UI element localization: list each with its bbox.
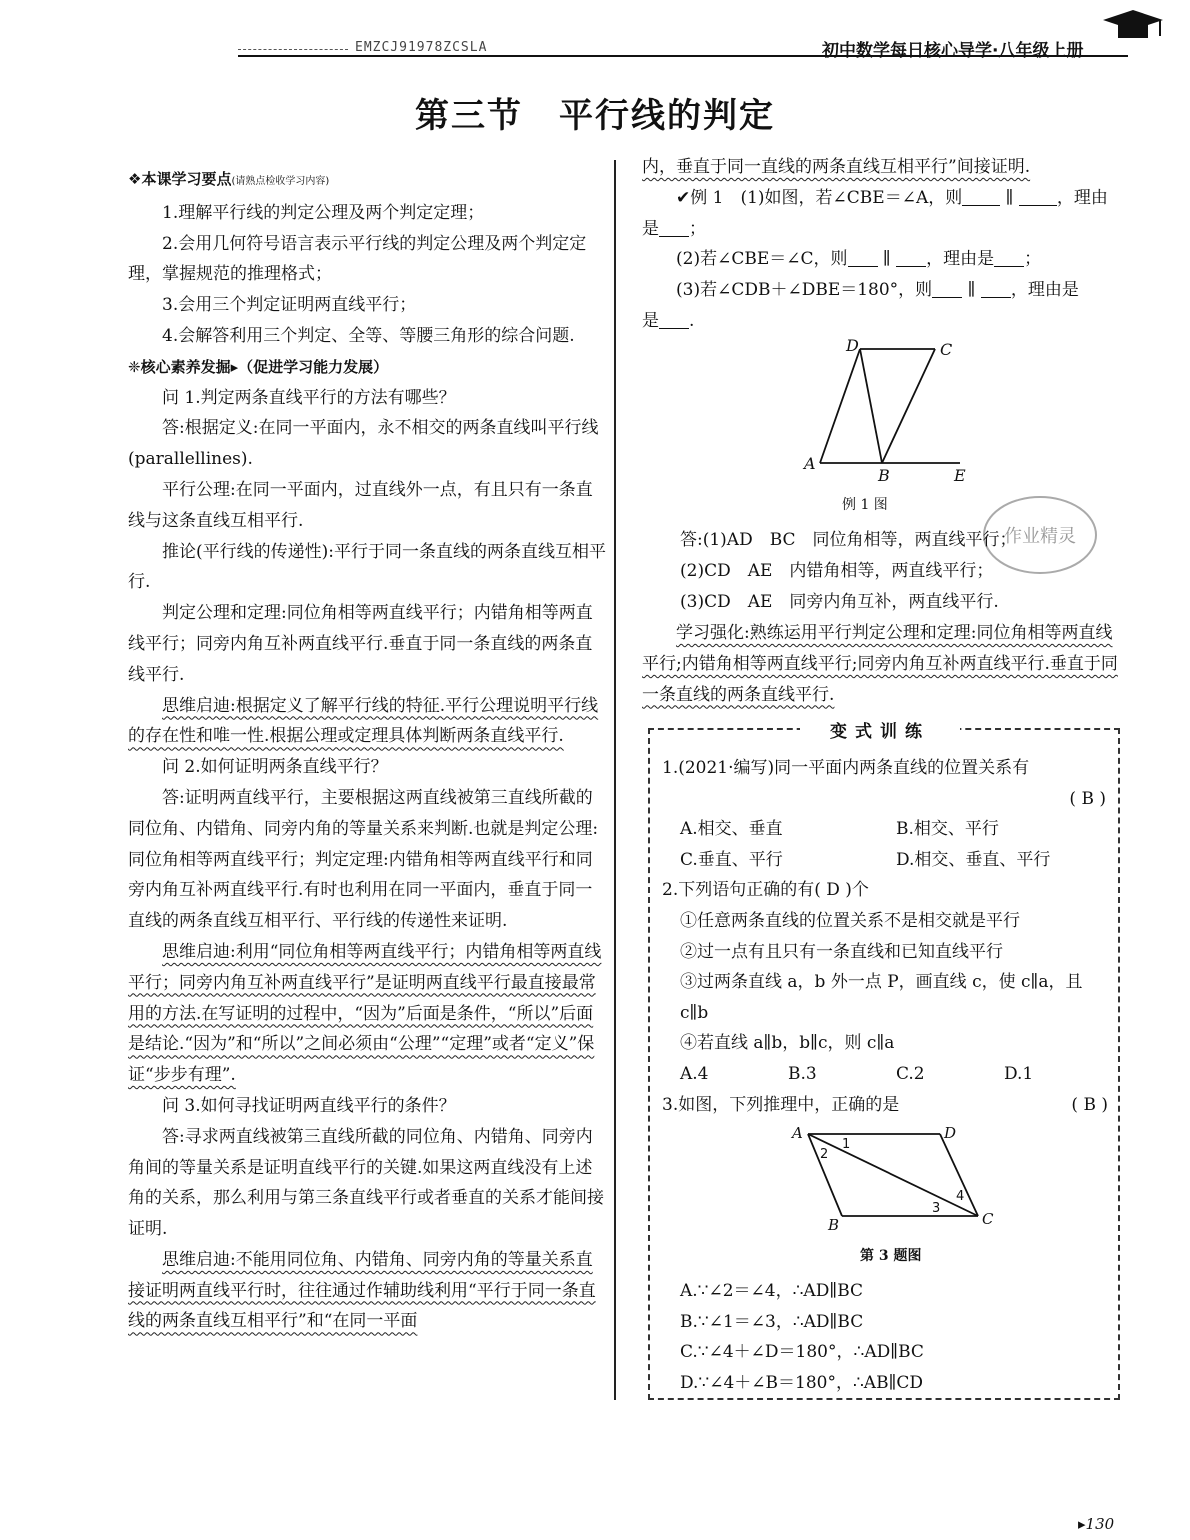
label-E: E: [954, 466, 966, 485]
practice-q1-option-d: D.相交、垂直、平行: [896, 849, 1051, 870]
q3-label-C: C: [982, 1210, 994, 1228]
practice-title: 变式训练: [800, 717, 960, 745]
svg-text:作业精灵: 作业精灵: [1004, 526, 1076, 547]
page-number: ▸130: [1078, 1515, 1115, 1533]
practice-q1-options-row-2: [662, 845, 1112, 876]
core-heading: ❈核心素养发掘▸（促进学习能力发展）: [128, 357, 389, 376]
objective-1: 1.理解平行线的判定公理及两个判定定理；: [162, 202, 485, 223]
practice-q2-option-d: D.1: [1004, 1063, 1034, 1084]
objective-4: 4.会解答利用三个判定、全等、等腰三角形的综合问题.: [162, 325, 575, 346]
answer-3: 答:寻求两直线被第三直线所截的同位角、内错角、同旁内角间的等量关系是证明直线平行的关键.如果这两直线没有上述角的关系，那么利用与第三条直线平行或者垂直的关系才能间接证明.: [128, 1126, 604, 1240]
q3-angle-1: 1: [842, 1137, 851, 1152]
practice-q2-item-3: ③过两条直线 a，b 外一点 P，画直线 c，使 c∥a，且 c∥b: [680, 972, 1083, 1023]
example-1-figure: [790, 335, 980, 485]
objective-3: 3.会用三个判定证明两直线平行；: [162, 295, 417, 316]
hint-3-continued: 内，垂直于同一直线的两条直线互相平行”间接证明.: [642, 157, 1031, 177]
answer-2: 答:证明两直线平行，主要根据这两直线被第三直线所截的同位角、内错角、同旁内角的等量关系来判断.也就是判定公理:同位角相等两直线平行；判定定理:内错角相等两直线平行和同旁内角互补两直线平行.有时也利用在同一平面内，垂直于同一直线的两条直线互相平行、平行线的传递性来证明.: [128, 787, 599, 932]
column-divider: [614, 160, 616, 1400]
practice-q2-option-a: A.4: [680, 1063, 709, 1084]
practice-q2-item-1: ①任意两条直线的位置关系不是相交就是平行: [680, 910, 1020, 931]
right-column: [642, 152, 1120, 337]
practice-q3-option-b: B.∵∠1＝∠3，∴AD∥BC: [680, 1311, 864, 1332]
practice-q3-option-c: C.∵∠4＋∠D＝180°，∴AD∥BC: [680, 1342, 924, 1363]
example-1-answer-1: 答:(1)AD BC 同位角相等，两直线平行；: [680, 530, 1017, 550]
question-2: 问 2.如何证明两条直线平行？: [162, 757, 388, 778]
example-1-caption: 例 1 图: [842, 497, 888, 513]
book-title: 初中数学每日核心导学·八年级上册: [822, 41, 1084, 61]
hint-1: 思维启迪:根据定义了解平行线的特征.平行公理说明平行线的存在性和唯一性.根据公理或定理具体判断两条直线平行.: [128, 695, 599, 747]
practice-q2-option-c: C.2: [896, 1063, 925, 1084]
example-1-answer-2: (2)CD AE 内错角相等，两直线平行；: [680, 560, 994, 581]
practice-q1-answer: ( B ): [1069, 788, 1106, 809]
practice-q1-option-b: B.相交、平行: [896, 819, 999, 840]
q3-label-B: B: [828, 1216, 840, 1232]
q3-angle-3: 3: [932, 1201, 941, 1216]
practice-q3: 3.如图，下列推理中，正确的是 ( B ): [662, 1090, 1112, 1121]
practice-q1: 1.(2021·编写)同一平面内两条直线的位置关系有: [662, 758, 1030, 778]
q3-label-A: A: [792, 1124, 803, 1142]
learning-reinforcement: 学习强化:熟练运用平行判定公理和定理:同位角相等两直线平行;内错角相等两直线平行;同旁内角互补两直线平行.垂直于同一条直线的两条直线平行.: [642, 623, 1118, 705]
graduation-cap-icon: [1098, 8, 1168, 42]
objective-2: 2.会用几何符号语言表示平行线的判定公理及两个判定定理，掌握规范的推理格式；: [128, 233, 587, 285]
question-3-caption: 第 3 题图: [860, 1248, 922, 1264]
example-1-part-3-end: 是 .: [642, 310, 695, 331]
hint-3: 思维启迪:不能用同位角、内错角、同旁内角的等量关系直接证明两直线平行时，往往通过作辅助线利用“平行于同一条直线的两条直线互相平行”和“在同一平面: [128, 1249, 596, 1332]
question-3: 问 3.如何寻找证明两直线平行的条件？: [162, 1095, 456, 1116]
practice-q1-option-c: C.垂直、平行: [680, 849, 783, 870]
practice-q3-options: [662, 1276, 1112, 1398]
answer-1-corollary: 推论(平行线的传递性):平行于同一条直线的两条直线互相平行.: [128, 541, 606, 593]
example-1-answer-3: (3)CD AE 同旁内角互补，两直线平行.: [680, 591, 999, 612]
practice-q1-options-row-1: [662, 814, 1112, 845]
practice-q2-item-4: ④若直线 a∥b，b∥c，则 c∥a: [680, 1033, 895, 1054]
header-dash: [238, 49, 348, 50]
practice-q2-options: [662, 1059, 1112, 1090]
example-1-part-2: (2)若∠CBE＝∠C，则 ∥ ，理由是 ；: [676, 249, 1042, 270]
q3-label-D: D: [944, 1124, 957, 1142]
practice-q1-option-a: A.相交、垂直: [680, 819, 783, 840]
example-1-part-3: (3)若∠CDB＋∠DBE＝180°，则 ∥ ，理由是: [676, 280, 1079, 301]
practice-content: [662, 753, 1112, 1120]
question-3-figure: [790, 1122, 1000, 1232]
left-column: [128, 164, 606, 1337]
page-title: 第三节 平行线的判定: [415, 96, 775, 136]
practice-q3-option-d: D.∵∠4＋∠B＝180°，∴AB∥CD: [680, 1372, 924, 1393]
label-B: B: [878, 466, 890, 485]
practice-q3-answer: ( B ): [1071, 1094, 1108, 1115]
header-rule: [238, 55, 1128, 57]
practice-q3-option-a: A.∵∠2＝∠4，∴AD∥BC: [680, 1281, 864, 1301]
q3-angle-4: 4: [956, 1189, 965, 1204]
practice-q2-item-2: ②过一点有且只有一条直线和已知直线平行: [680, 941, 1003, 962]
answer-1-theorems: 判定公理和定理:同位角相等两直线平行；内错角相等两直线平行；同旁内角互补两直线平行.垂直于同一条直线的两条直线平行.: [128, 603, 593, 685]
example-1-answers: [680, 525, 1120, 617]
practice-q2: 2.下列语句正确的有( D )个: [662, 880, 869, 901]
example-1-part-1: ✔例 1 (1)如图，若∠CBE＝∠A，则 ∥ ，理由是 ；: [642, 187, 1108, 239]
objectives-heading: ❖本课学习要点(请熟点检收学习内容): [128, 170, 330, 188]
answer-1-definition: 答:根据定义:在同一平面内，永不相交的两条直线叫平行线(parallellines).: [128, 418, 599, 470]
label-C: C: [940, 340, 953, 359]
header-code: EMZCJ91978ZCSLA: [355, 40, 488, 55]
label-A: A: [804, 454, 816, 473]
label-D: D: [846, 336, 859, 355]
answer-1-axiom: 平行公理:在同一平面内，过直线外一点，有且只有一条直线与这条直线互相平行.: [128, 479, 593, 531]
hint-2: 思维启迪:利用“同位角相等两直线平行；内错角相等两直线平行；同旁内角互补两直线平行”是证明两直线平行最直接最常用的方法.在写证明的过程中，“因为”后面是条件，“所以”后面是结论.“因为”和“所以”之间必须由“公理”“定理”或者“定义”保证“步步有理”.: [128, 941, 602, 1086]
q3-angle-2: 2: [820, 1147, 829, 1162]
practice-q2-option-b: B.3: [788, 1063, 817, 1084]
question-1: 问 1.判定两条直线平行的方法有哪些？: [162, 387, 456, 408]
